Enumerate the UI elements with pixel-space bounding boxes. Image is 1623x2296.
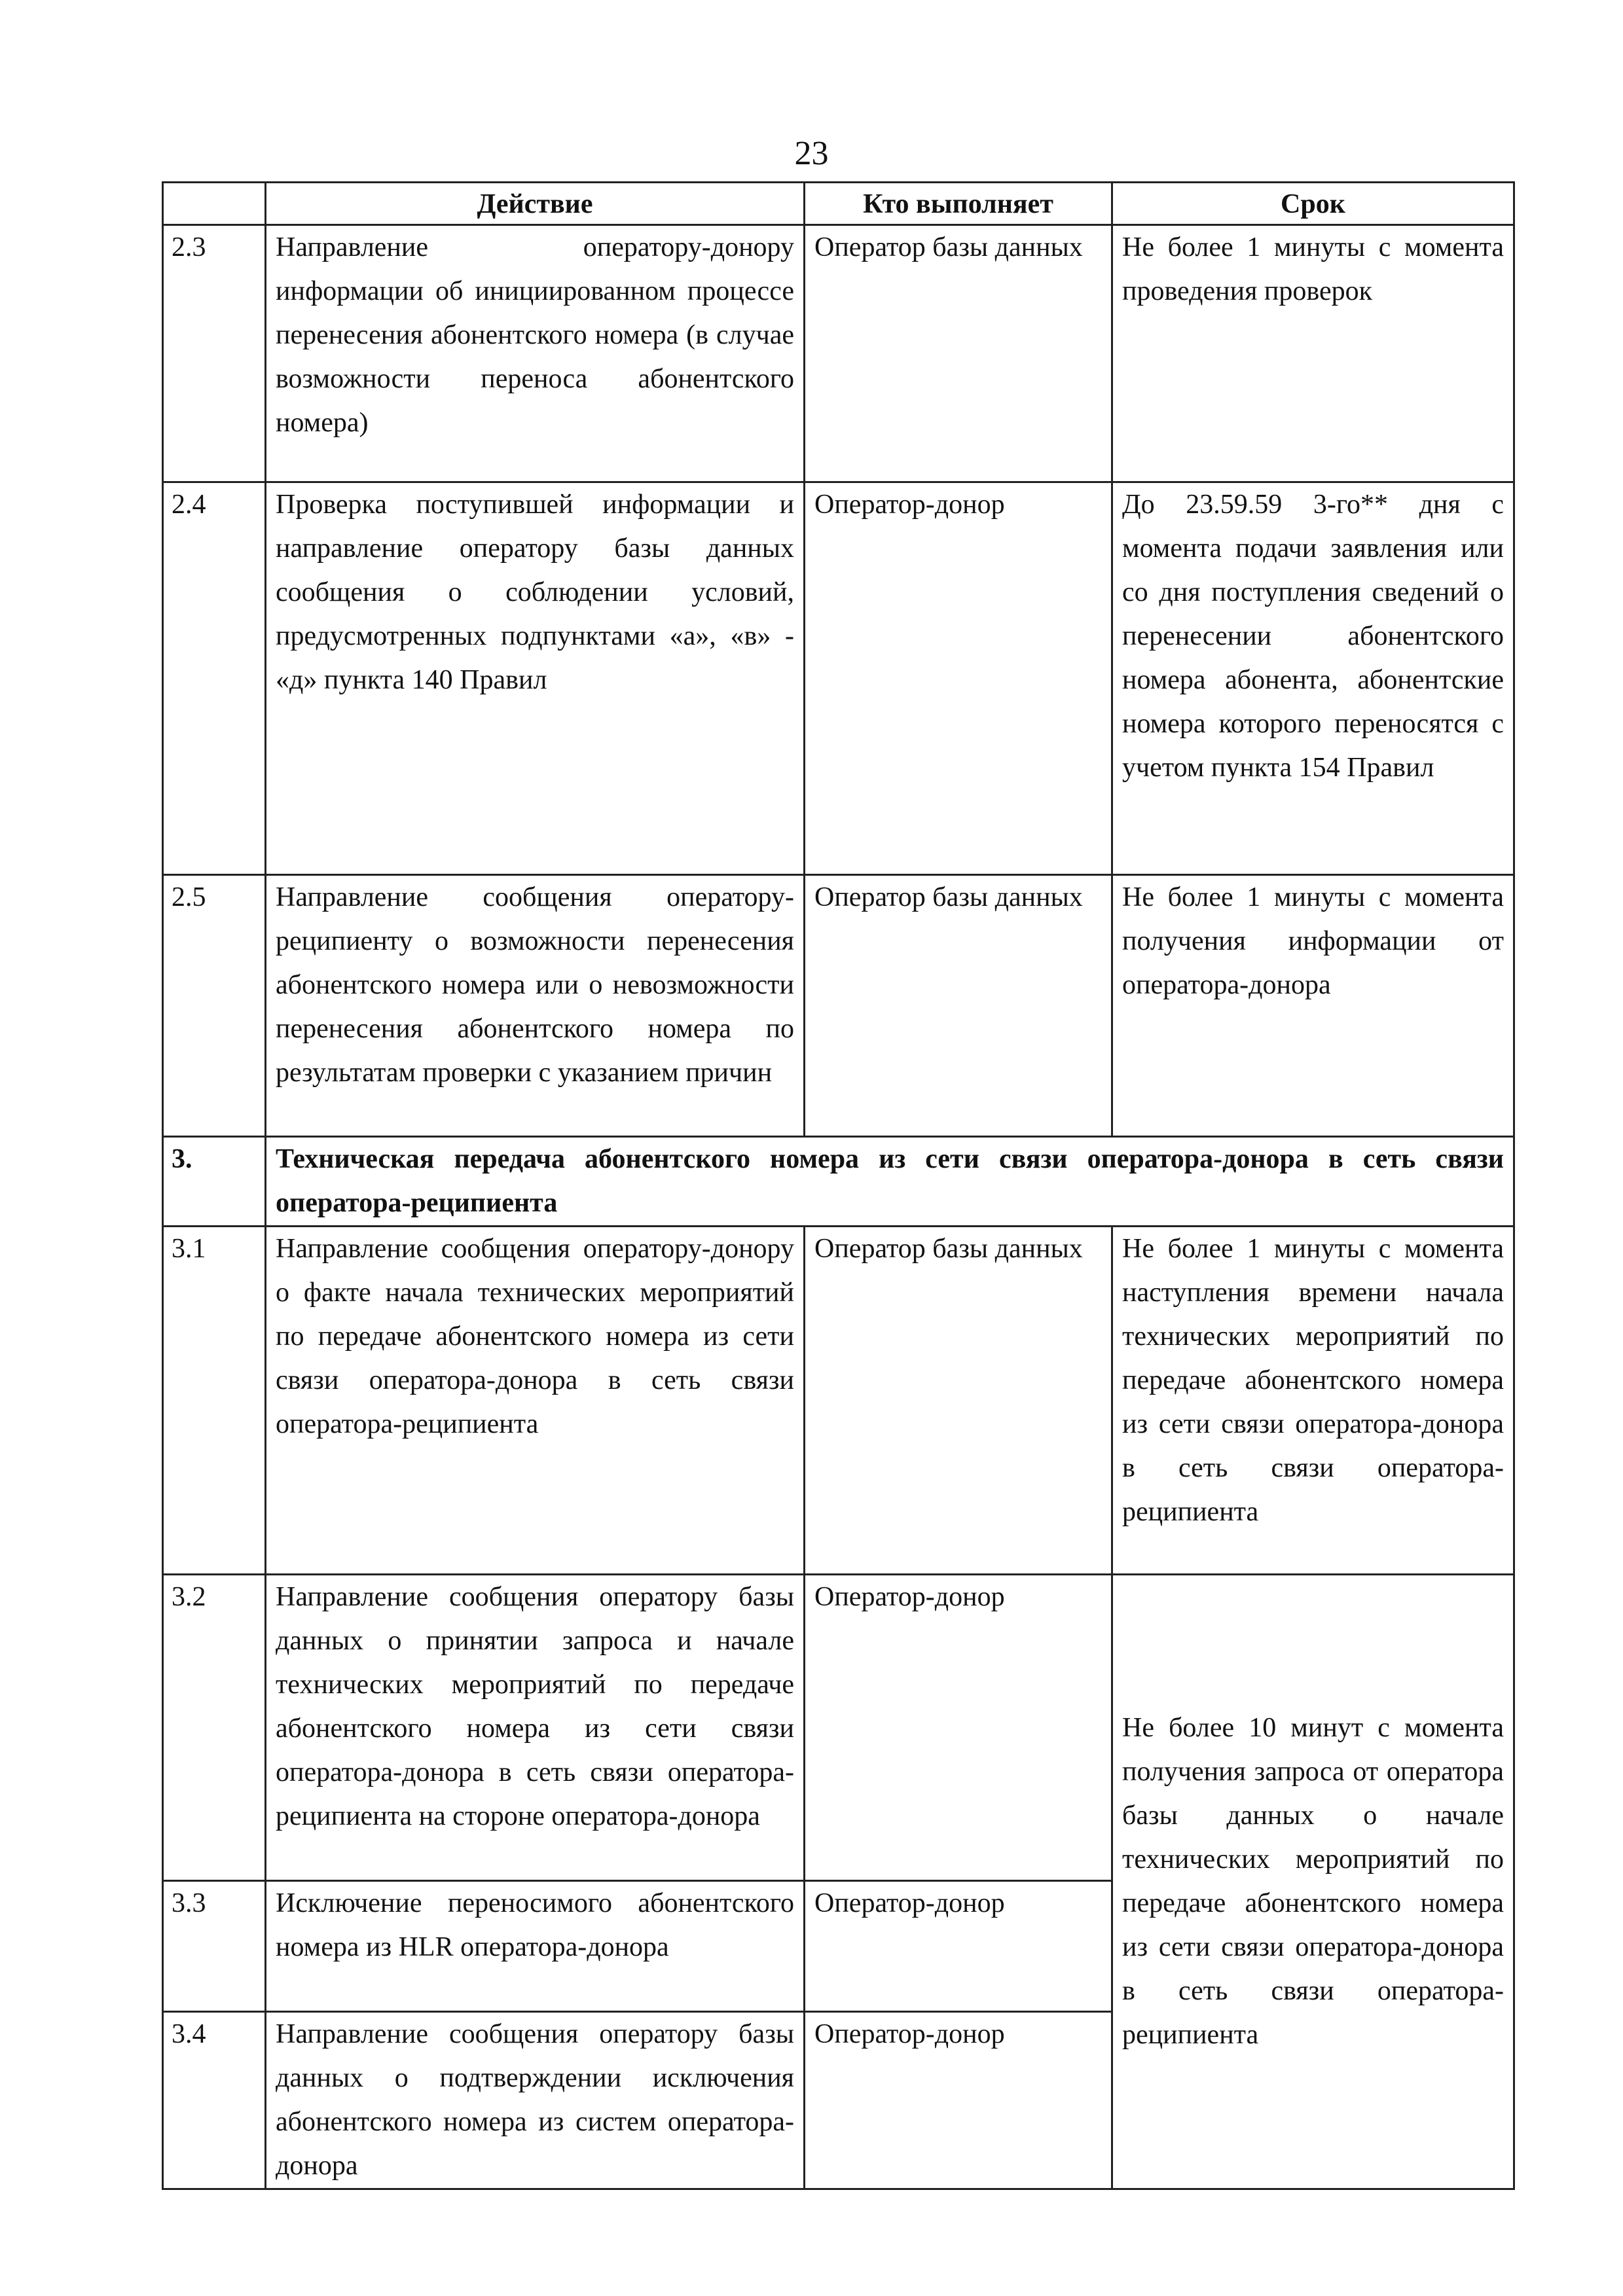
row-action: Исключение переносимого абонентского номера из HLR оператора-донора: [266, 1881, 805, 2012]
row-action: Направление сообщения оператору-донору о факте начала технических мероприятий по передаче абонентского номера из сети связи оператора-донора в сеть связи оператора-реципиента: [266, 1227, 805, 1575]
table-header-row: [163, 183, 1514, 225]
table-row: [163, 875, 1514, 1137]
row-number: 2.5: [163, 875, 266, 1137]
header-action: Действие: [266, 183, 805, 225]
table-row: [163, 1227, 1514, 1575]
row-action: Направление оператору-донору информации об инициированном процессе перенесения абонентского номера (в случае возможности переноса абонентского номера): [266, 225, 805, 482]
row-action: Направление сообщения оператору базы данных о принятии запроса и начале технических мероприятий по передаче абонентского номера из сети связи оператора-донора в сеть связи оператора-реципиента на стороне оператора-донора: [266, 1575, 805, 1881]
table-row: [163, 225, 1514, 482]
row-term: До 23.59.59 3-го** дня с момента подачи заявления или со дня поступления сведений о перенесении абонентского номера абонента, абонентские номера которого переносятся с учетом пункта 154 Правил: [1112, 482, 1514, 875]
header-number: [163, 183, 266, 225]
section-number: 3.: [163, 1137, 266, 1227]
page-number: 23: [794, 135, 829, 172]
row-action: Направление сообщения оператору-реципиенту о возможности перенесения абонентского номера или о невозможности перенесения абонентского номера по результатам проверки с указанием причин: [266, 875, 805, 1137]
row-number: 3.3: [163, 1881, 266, 2012]
procedure-table: [162, 181, 1515, 2190]
row-term-merged: Не более 10 минут с момента получения запроса от оператора базы данных о начале технических мероприятий по передаче абонентского номера из сети связи оператора-донора в сеть связи оператора-реципиента: [1112, 1575, 1514, 2189]
row-action: Направление сообщения оператору базы данных о подтверждении исключения абонентского номера из систем оператора-донора: [266, 2012, 805, 2189]
row-performer: Оператор-донор: [805, 1575, 1112, 1881]
row-number: 2.3: [163, 225, 266, 482]
header-term: Срок: [1112, 183, 1514, 225]
section-title: Техническая передача абонентского номера из сети связи оператора-донора в сеть связи оператора-реципиента: [266, 1137, 1514, 1227]
row-number: 3.1: [163, 1227, 266, 1575]
row-number: 3.4: [163, 2012, 266, 2189]
row-performer: Оператор базы данных: [805, 875, 1112, 1137]
section-row: [163, 1137, 1514, 1227]
table-row: [163, 1575, 1514, 1881]
table-row: [163, 482, 1514, 875]
row-performer: Оператор-донор: [805, 1881, 1112, 2012]
row-action: Проверка поступившей информации и направление оператору базы данных сообщения о соблюдении условий, предусмотренных подпунктами «а», «в» - «д» пункта 140 Правил: [266, 482, 805, 875]
row-term: Не более 1 минуты с момента проведения проверок: [1112, 225, 1514, 482]
row-term: Не более 1 минуты с момента получения информации от оператора-донора: [1112, 875, 1514, 1137]
row-term: Не более 1 минуты с момента наступления времени начала технических мероприятий по передаче абонентского номера из сети связи оператора-донора в сеть связи оператора-реципиента: [1112, 1227, 1514, 1575]
row-number: 3.2: [163, 1575, 266, 1881]
row-performer: Оператор базы данных: [805, 225, 1112, 482]
row-number: 2.4: [163, 482, 266, 875]
header-performer: Кто выполняет: [805, 183, 1112, 225]
row-performer: Оператор-донор: [805, 482, 1112, 875]
row-performer: Оператор-донор: [805, 2012, 1112, 2189]
row-performer: Оператор базы данных: [805, 1227, 1112, 1575]
